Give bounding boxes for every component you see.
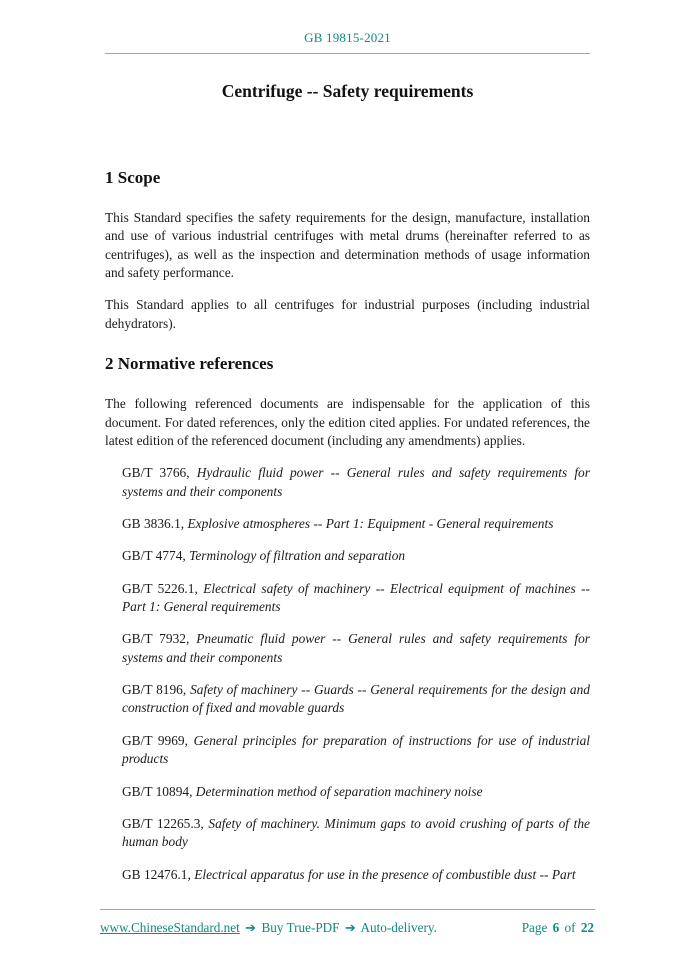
reference-code: GB/T 5226.1, <box>122 580 198 596</box>
reference-code: GB/T 7932, <box>122 631 190 647</box>
reference-item <box>122 732 590 769</box>
section-heading-normative: 2 Normative references <box>105 354 274 374</box>
reference-title: Electrical safety of machinery -- Electrical equipment of machines -- Part 1: General requirements <box>122 580 590 615</box>
reference-code: GB 12476.1, <box>122 866 191 882</box>
page-total: 22 <box>580 920 594 935</box>
header-doc-number: GB 19815-2021 <box>304 30 391 45</box>
reference-title: Explosive atmospheres -- Part 1: Equipment - General requirements <box>187 515 554 531</box>
reference-title: Terminology of filtration and separation <box>189 548 406 564</box>
reference-title: Safety of machinery -- Guards -- General requirements for the design and construction of fixed and movable guards <box>122 682 590 716</box>
reference-item <box>122 783 590 801</box>
page-current: 6 <box>552 920 560 935</box>
reference-title: Pneumatic fluid power -- General rules and safety requirements for systems and their components <box>122 631 590 665</box>
reference-title: Safety of machinery. Minimum gaps to avoid crushing of parts of the human body <box>122 815 590 850</box>
normative-intro: The following referenced documents are indispensable for the application of this document. For dated references, only the edition cited applies. For undated references, the latest edition of the referenced document (including any amendments) applies. <box>105 396 590 448</box>
reference-code: GB/T 3766, <box>122 465 190 481</box>
header-divider <box>105 53 590 54</box>
reference-item <box>122 464 590 501</box>
reference-title: General principles for preparation of instructions for use of industrial products <box>122 732 590 767</box>
reference-item <box>122 580 590 617</box>
reference-item <box>122 866 590 884</box>
reference-title: Electrical apparatus for use in the presence of combustible dust -- Part <box>194 866 576 882</box>
page-footer <box>100 909 595 936</box>
references-list <box>122 464 590 884</box>
document-title: Centrifuge -- Safety requirements <box>221 81 474 101</box>
reference-code: GB/T 10894, <box>122 783 193 799</box>
reference-item <box>122 515 590 533</box>
section-heading-scope: 1 Scope <box>105 168 161 187</box>
footer-divider <box>100 909 595 910</box>
page-number-indicator <box>521 920 595 936</box>
scope-paragraph-2: This Standard applies to all centrifuges for industrial purposes (including industrial dehydrators). <box>105 297 590 331</box>
footer-delivery-text: Auto-delivery. <box>360 920 437 935</box>
reference-item <box>122 547 590 565</box>
page-word: Page <box>521 920 548 935</box>
footer-buy-text: Buy True-PDF <box>261 920 340 935</box>
reference-code: GB 3836.1, <box>122 515 185 531</box>
reference-code: GB/T 9969, <box>122 732 188 748</box>
reference-code: GB/T 4774, <box>122 548 186 564</box>
reference-code: GB/T 8196, <box>122 682 187 698</box>
scope-paragraph-1: This Standard specifies the safety requirements for the design, manufacture, installation and use of various industrial centrifuges with metal drums (hereinafter referred to as centrifuges), as well as the inspection and determination methods of usage information and safety performance. <box>105 210 590 281</box>
reference-item <box>122 630 590 667</box>
reference-item <box>122 681 590 718</box>
chinesestandard-link[interactable]: www.ChineseStandard.net <box>100 920 240 935</box>
of-word: of <box>564 920 576 935</box>
arrow-right-icon: ➔ <box>245 920 257 935</box>
arrow-right-icon: ➔ <box>344 920 356 935</box>
reference-item <box>122 815 590 852</box>
reference-code: GB/T 12265.3, <box>122 815 204 831</box>
reference-title: Hydraulic fluid power -- General rules and safety requirements for systems and their components <box>122 465 590 499</box>
reference-title: Determination method of separation machinery noise <box>195 783 483 799</box>
footer-promo <box>100 920 437 936</box>
